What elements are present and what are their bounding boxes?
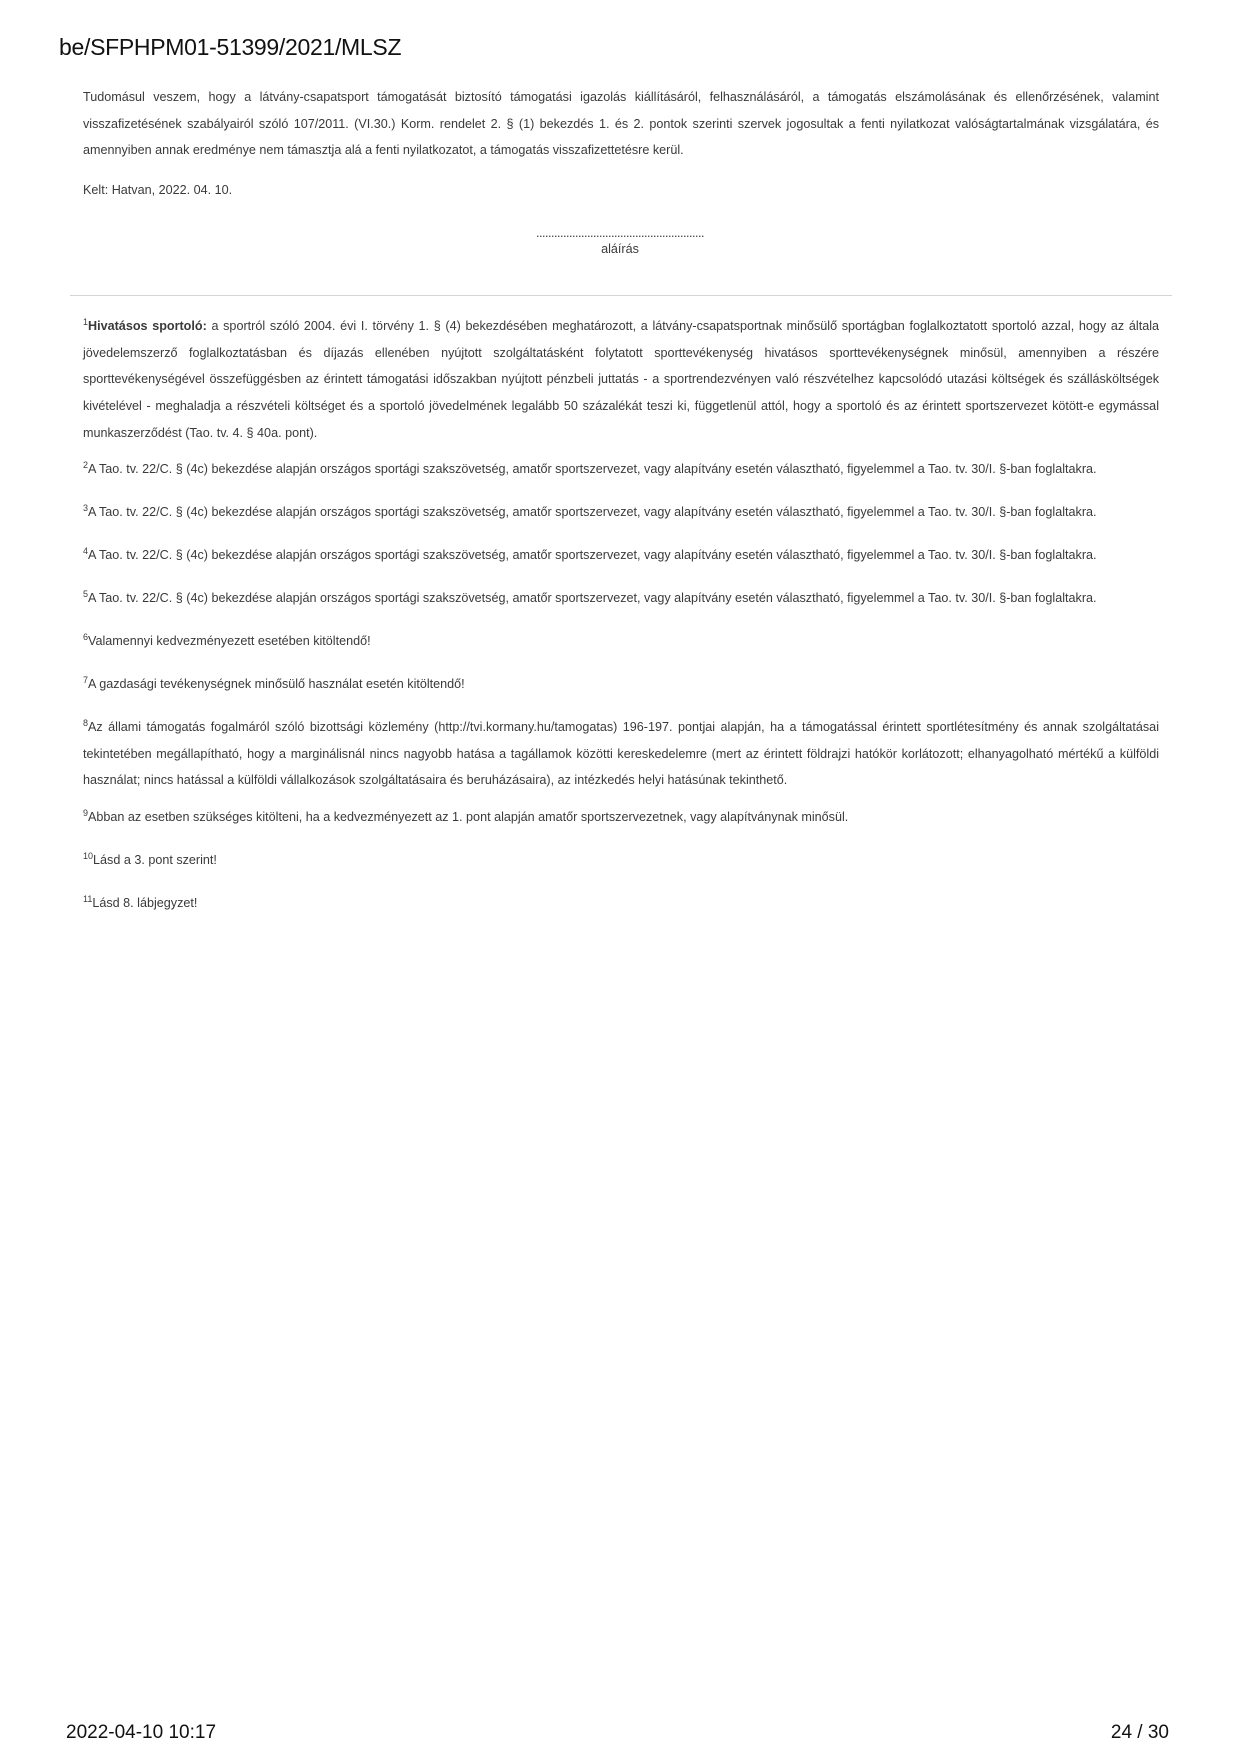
footnote-8 [83, 714, 1159, 794]
footnote-9 [83, 804, 1159, 831]
footnote-1 [83, 313, 1159, 447]
footnote-number: 3 [83, 503, 89, 513]
footnote-number: 8 [83, 718, 89, 728]
footnote-text: Az állami támogatás fogalmáról szóló bizottsági közlemény (http://tvi.kormany.hu/tamogatas) 196-197. pontjai alapján, ha a támogatással érintett sportlétesítmény és annak szolgáltatásai tekintetében megállapítható, hogy a marginálisnál nincs nagyobb hatása a tagállamok közötti kereskedelemre (mert az érintett földrajzi hatókör korlátozott; elhanyagolható mértékű a külföldi használat; nincs hatással a külföldi vállalkozások szolgáltatásaira és beruházásaira), az intézkedés helyi hatásúnak tekinthető. [83, 720, 1159, 788]
print-timestamp: 2022-04-10 10:17 [66, 1722, 217, 1743]
footnote-6 [83, 628, 1159, 655]
footnote-text: A Tao. tv. 22/C. § (4c) bekezdése alapján országos sportági szakszövetség, amatőr sportszervezet, vagy alapítvány esetén választható, figyelemmel a Tao. tv. 30/I. §-ban foglaltakra. [88, 505, 1097, 519]
footnote-11 [83, 890, 1159, 917]
footnote-5 [83, 585, 1159, 612]
footnote-text: Valamennyi kedvezményezett esetében kitöltendő! [88, 634, 371, 648]
footnote-text: A Tao. tv. 22/C. § (4c) bekezdése alapján országos sportági szakszövetség, amatőr sportszervezet, vagy alapítvány esetén választható, figyelemmel a Tao. tv. 30/I. §-ban foglaltakra. [88, 548, 1097, 562]
footnote-number: 11 [83, 894, 93, 904]
footnote-text: A Tao. tv. 22/C. § (4c) bekezdése alapján országos sportági szakszövetség, amatőr sportszervezet, vagy alapítvány esetén választható, figyelemmel a Tao. tv. 30/I. §-ban foglaltakra. [88, 591, 1097, 605]
footnote-text: Lásd 8. lábjegyzet! [92, 896, 198, 910]
date-place-line: Kelt: Hatvan, 2022. 04. 10. [83, 183, 233, 197]
footnote-number: 1 [83, 317, 89, 327]
statement-paragraph: Tudomásul veszem, hogy a látvány-csapatsport támogatását biztosító támogatási igazolás kiállításáról, felhasználásáról, a támogatás elszámolásának és ellenőrzésének, valamint visszafizetésének szabályairól szóló 107/2011. (VI.30.) Korm. rendelet 2. § (1) bekezdés 1. és 2. pontok szerinti szervek jogosultak a fenti nyilatkozat valóságtartalmának vizsgálatára, és amennyiben annak eredménye nem támasztja alá a fenti nyilatkozatot, a támogatás visszafizettetésre kerül. [83, 90, 1159, 158]
footnote-number: 2 [83, 460, 89, 470]
document-id: be/SFPHPM01-51399/2021/MLSZ [59, 34, 402, 60]
footnote-text: a sportról szóló 2004. évi I. törvény 1. § (4) bekezdésében meghatározott, a látvány-csapatsportnak minősülő sportágban foglalkoztatott sportoló azzal, hogy az általa jövedelemszerző foglalkoztatásban és díjazás ellenében nyújtott szolgáltatásként folytatott sporttevékenység hivatásos sporttevékenységnek minősül, amennyiben a részére sporttevékenységével összefüggésben az érintett támogatási időszakban nyújtott pénzbeli juttatás - a sportrendezvényen való részvételhez kapcsolódó utazási költségek és szállásköltségek kivételével - meghaladja a részvételi költséget és a sportoló jövedelmének legalább 50 százalékát teszi ki, függetlenül attól, hogy a sportoló és az érintett sportszervezet kötött-e egymással munkaszerződést (Tao. tv. 4. § 40a. pont). [83, 319, 1160, 440]
footnote-divider [70, 295, 1172, 296]
footnote-text: Abban az esetben szükséges kitölteni, ha a kedvezményezett az 1. pont alapján amatőr sportszervezetnek, vagy alapítványnak minősül. [88, 810, 849, 824]
footnote-4 [83, 542, 1159, 569]
footnote-term: Hivatásos sportoló: [88, 319, 207, 333]
footnote-10 [83, 847, 1159, 874]
footnote-number: 6 [83, 632, 89, 642]
footnote-7 [83, 671, 1159, 698]
footnote-text: A Tao. tv. 22/C. § (4c) bekezdése alapján országos sportági szakszövetség, amatőr sportszervezet, vagy alapítvány esetén választható, figyelemmel a Tao. tv. 30/I. §-ban foglaltakra. [88, 462, 1097, 476]
signature-label: aláírás [601, 242, 639, 256]
footnote-number: 7 [83, 675, 89, 685]
footnote-number: 10 [83, 851, 94, 861]
footnote-number: 9 [83, 808, 89, 818]
footnote-number: 4 [83, 546, 89, 556]
footnote-3 [83, 499, 1159, 526]
footnote-text: A gazdasági tevékenységnek minősülő használat esetén kitöltendő! [88, 677, 465, 691]
signature-line: ........................................................ [536, 226, 704, 240]
footnote-number: 5 [83, 589, 89, 599]
footnote-text: Lásd a 3. pont szerint! [93, 853, 217, 867]
page-indicator: 24 / 30 [1110, 1722, 1169, 1743]
footnote-2 [83, 456, 1159, 483]
